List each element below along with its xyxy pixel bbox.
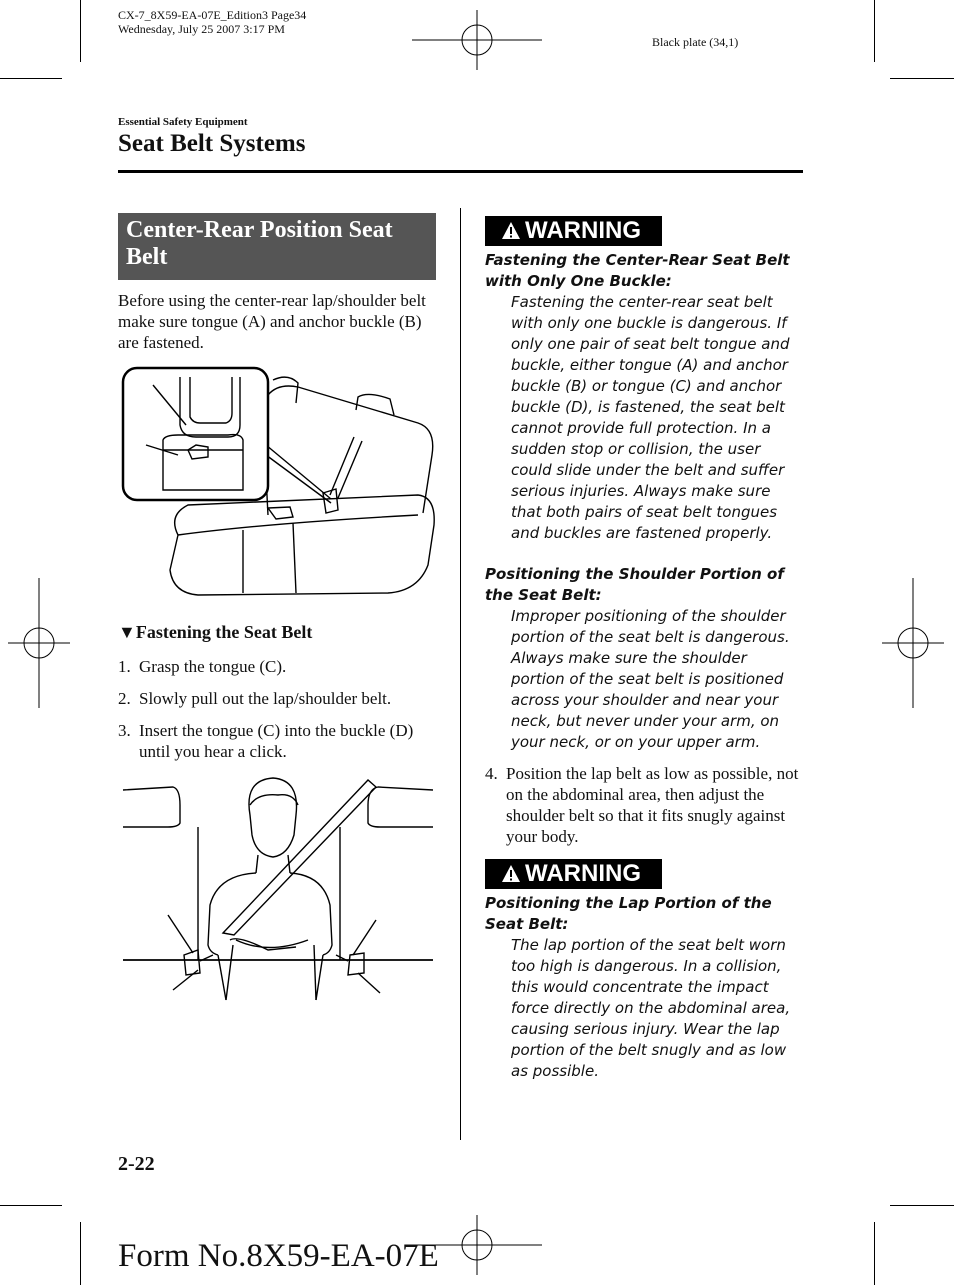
step-4 <box>485 763 803 847</box>
crop-mark <box>80 0 81 62</box>
warning-label: WARNING <box>525 860 641 887</box>
subheading <box>118 622 312 643</box>
crop-mark <box>0 1205 62 1206</box>
step-text: Position the lap belt as low as possible, not on the abdominal area, then adjust the shoulder belt so that it fits snugly against your body. <box>506 764 799 846</box>
column-divider <box>460 208 461 1140</box>
registration-mark-right <box>882 578 944 708</box>
crop-mark <box>874 1222 875 1285</box>
print-info-line2: Wednesday, July 25 2007 3:17 PM <box>118 22 285 36</box>
warning-block <box>485 250 803 753</box>
registration-mark-left <box>8 578 70 708</box>
exclamation-triangle-icon <box>501 221 521 240</box>
triangle-marker-icon: ▼ <box>118 622 136 642</box>
warning-block <box>485 893 803 1082</box>
crop-mark <box>80 1222 81 1285</box>
subheading-text: Fastening the Seat Belt <box>135 622 313 642</box>
warning-text: The lap portion of the seat belt worn too high is dangerous. In a collision, this would concentrate the impact force directly on the abdominal area, causing serious injury. Wear the lap portion of the belt snugly and as low as possible. <box>511 936 791 1080</box>
crop-mark <box>874 0 875 62</box>
step-text: Slowly pull out the lap/shoulder belt. <box>139 689 392 708</box>
warning-badge <box>485 216 662 246</box>
exclamation-triangle-icon <box>501 864 521 883</box>
step-number: 3. <box>118 721 131 740</box>
page-number: 2-22 <box>118 1153 155 1175</box>
section-heading: Center-Rear Position Seat Belt <box>118 213 436 280</box>
step-number: 2. <box>118 689 131 708</box>
warning-text: Fastening the center-rear seat belt with only one buckle is dangerous. If only one pair of seat belt tongue and buckle, either tongue (A) and anchor buckle (B) or tongue (C) and anchor buckle (D), is fastened, the seat belt cannot provide full protection. In a sudden stop or collision, the user could slide under the belt and suffer serious injuries. Always make sure that both pairs of seat belt tongues and buckles are fastened properly. <box>511 293 790 542</box>
plate-info: Black plate (34,1) <box>652 35 739 49</box>
print-info-line1: CX-7_8X59-EA-07E_Edition3 Page34 <box>118 8 307 22</box>
list-item <box>118 688 438 709</box>
warning-badge <box>485 859 662 889</box>
crop-mark <box>890 1205 954 1206</box>
step-number: 4. <box>485 764 498 783</box>
page-title: Seat Belt Systems <box>118 130 306 157</box>
warning-title: Fastening the Center-Rear Seat Belt with Only One Buckle: <box>485 251 790 290</box>
list-item <box>118 720 438 762</box>
warning-title: Positioning the Shoulder Portion of the Seat Belt: <box>485 565 784 604</box>
print-info <box>118 8 306 36</box>
step-text: Grasp the tongue (C). <box>139 657 287 676</box>
person-seatbelt-illustration <box>118 775 438 1005</box>
warning-text: Improper positioning of the shoulder portion of the seat belt is dangerous. Always make sure the shoulder portion of the seat belt is positioned across your shoulder and near your neck, but never under your arm, on your neck, or on your upper arm. <box>511 607 790 751</box>
warning-label: WARNING <box>525 217 641 244</box>
section-label: Essential Safety Equipment <box>118 116 248 128</box>
step-text: Insert the tongue (C) into the buckle (D) until you hear a click. <box>139 721 414 761</box>
steps-list <box>118 656 438 773</box>
crop-mark <box>0 78 62 79</box>
warning-title: Positioning the Lap Portion of the Seat Belt: <box>485 894 772 933</box>
rear-seat-illustration <box>118 365 438 600</box>
form-number: Form No.8X59-EA-07E <box>118 1238 439 1274</box>
list-item <box>118 656 438 677</box>
intro-paragraph: Before using the center-rear lap/shoulder belt make sure tongue (A) and anchor buckle (B) are fastened. <box>118 291 426 352</box>
registration-mark-top <box>412 10 542 70</box>
crop-mark <box>890 78 954 79</box>
step-number: 1. <box>118 657 131 676</box>
title-rule <box>118 170 803 173</box>
